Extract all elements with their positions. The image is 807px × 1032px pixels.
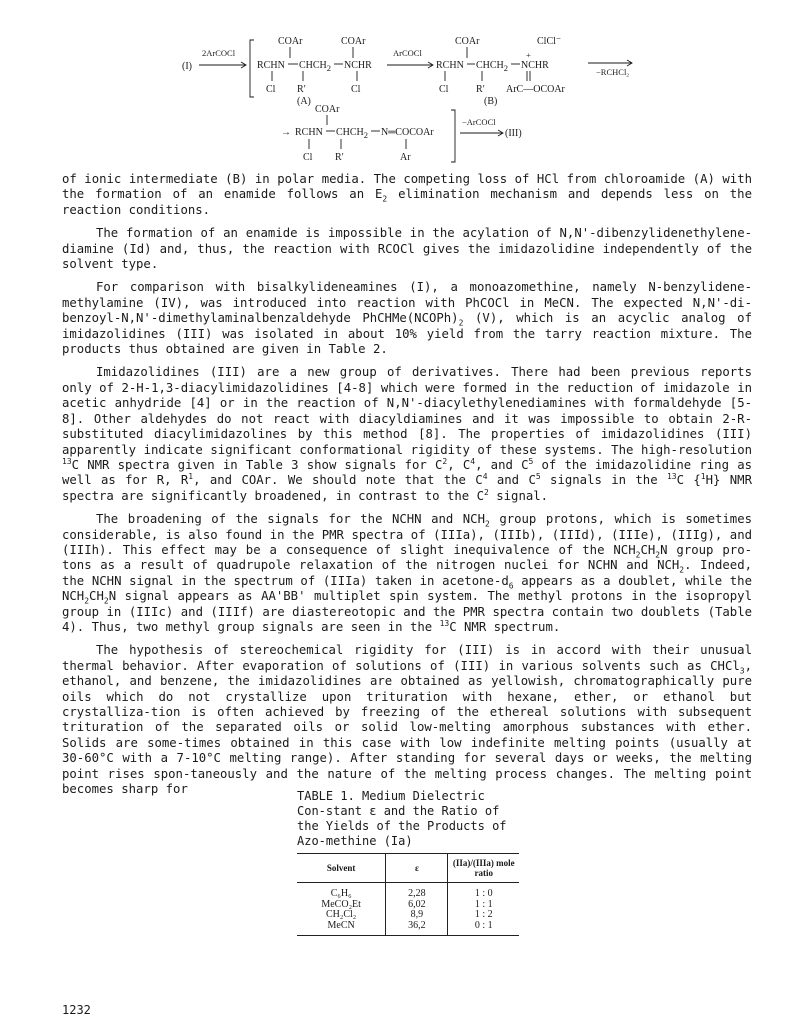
- B-nchr: NCHR: [521, 60, 549, 71]
- C-coar: COAr: [315, 104, 340, 115]
- B-clcl: ClCl⁻: [537, 36, 562, 47]
- column-header: ε: [386, 854, 448, 883]
- column-header: Solvent: [326, 863, 356, 873]
- table-cell: 0 : 1: [448, 921, 519, 936]
- table-cell: 1 : 0: [448, 883, 519, 900]
- B-cl: Cl: [439, 84, 449, 95]
- table-cell: 1 : 2: [448, 910, 519, 921]
- A-cl-2: Cl: [351, 84, 361, 95]
- table-cell: 36,2: [386, 921, 448, 936]
- table-row: [297, 910, 519, 921]
- compound-I-label: (I): [182, 61, 192, 72]
- C-rprime: R′: [335, 152, 344, 163]
- C-cl: Cl: [303, 152, 313, 163]
- table-cell: C₆H₆: [330, 888, 352, 899]
- table-caption: TABLE 1. Medium Dielectric Con-stant ε and the Ratio of the Yields of the Products of Azo-methine (Ia): [297, 789, 507, 848]
- byproduct-RCHCl2: −RCHCl₂: [596, 67, 630, 77]
- C-arrow-in: →: [281, 127, 291, 138]
- table-row: [297, 921, 519, 936]
- paragraph: The broadening of the signals for the NCHN and $NCH_2$ group protons, which is sometimes considerable, is also found in the PMR spectra of (IIIa), (IIIb), (IIId), (IIIe), (IIIg), and (IIIh). This effect may be a consequence of slight inequivalence of the $NCH_2CH_2N$ group pro-tons as a result of quadrupole relaxation of the nitrogen nuclei for NCHN and $NCH_2$. Indeed, the NCHN signal in the spectrum of (IIIa) taken in acetone-$d_6$ appears as a doublet, while the $NCH_2CH_2N$ signal appears as AA'BB' multiplet spin system. The methyl protons in the isopropyl group in (IIIc) and (IIIf) are diastereotopic and the PMR spectra contain two doublets (Table 4). Thus, two methyl group signals are seen in the $^{13}$C NMR spectrum.: [62, 512, 752, 634]
- table-header-row: [297, 854, 519, 883]
- column-header: (IIa)/(IIIa) mole ratio: [448, 854, 519, 883]
- paragraph: The hypothesis of stereochemical rigidity for (III) is in accord with their unusual thermal behavior. After evaporation of solutions of (III) in various solvents such as CHCl$_3$, ethanol, and benzene, the imidazolidines are obtained as yellowish, chromatographically pure oils which do not crystallize upon trituration with hexane, ether, or ethanol but crystalliza-tion is often achieved by freezing of the ethereal solutions with subsequent trituration of the separated oils or solid low-melting amorphous substances with ether. Solids are some-times obtained in this case with low indefinite melting points (usually at 30-60°C with a 7-10°C melting range). After standing for several days or weeks, the melting point rises spon-taneously and the nature of the melting process changes. The melting point becomes sharp for: [62, 643, 752, 797]
- C-rchn: RCHN: [295, 127, 323, 138]
- C-n-cocoar: N═COCOAr: [381, 127, 434, 138]
- table-cell: 2,28: [386, 883, 448, 900]
- A-rchn: RCHN: [257, 60, 285, 71]
- data-table: [297, 853, 519, 936]
- product-III-label: (III): [505, 128, 522, 139]
- table-row: [297, 883, 519, 900]
- B-rchn: RCHN: [436, 60, 464, 71]
- table-cell: 8,9: [386, 910, 448, 921]
- B-rprime: R′: [476, 84, 485, 95]
- table-1: [297, 789, 519, 936]
- A-rprime: R′: [297, 84, 306, 95]
- reaction-scheme: [0, 0, 807, 170]
- paragraph: Imidazolidines (III) are a new group of derivatives. There had been previous reports only of 2-H-1,3-diacylimidazolidines [4-8] which were formed in the reduction of imidazole in acetic anhydride [4] or in the reaction of N,N'-diacylethylenediamines with formaldehyde [5-8]. Other aldehydes do not react with diacyldiamines and it was impossible to obtain 2-R-substituted diacylimidazolines by this method [8]. The properties of imidazolidines (III) apparently indicate significant conformational rigidity of these systems. The high-resolution $^{13}$C NMR spectra given in Table 3 show signals for $C^2$, $C^4$, and $C^5$ of the imidazolidine ring as well as for R, $R^1$, and COAr. We should note that the $C^4$ and $C^5$ signals in the $^{13}$C {$^1$H} NMR spectra are significantly broadened, in contrast to the $C^2$ signal.: [62, 365, 752, 503]
- byproduct-ArCOCl: −ArCOCl: [462, 117, 496, 127]
- intermediate-B-label: (B): [484, 96, 498, 107]
- C-ar: Ar: [400, 152, 411, 163]
- reagent-ArCOCl: ArCOCl: [393, 48, 422, 58]
- B-coar: COAr: [455, 36, 480, 47]
- B-arc-ocoar: ArC—OCOAr: [506, 84, 565, 95]
- C-chch2: $CHCH_2$: [336, 127, 369, 140]
- table-cell: CH₂Cl₂: [325, 909, 357, 920]
- reagent-2ArCOCl: 2ArCOCl: [202, 48, 236, 58]
- table-cell: 1 : 1: [448, 900, 519, 911]
- B-chch2: $CHCH_2$: [476, 60, 509, 73]
- paragraph: The formation of an enamide is impossible in the acylation of N,N'-dibenzylidenethylene-diamine (Id) and, thus, the reaction with RCOCl gives the imidazolidine independently of the solvent type.: [62, 226, 752, 272]
- bracket-left: [250, 40, 254, 97]
- page-number: 1232: [62, 1003, 91, 1017]
- paragraph: of ionic intermediate (B) in polar media. The competing loss of HCl from chloroamide (A) with the formation of an enamide follows an $E_2$ elimination mechanism and depends less on the reaction conditions.: [62, 172, 752, 217]
- paragraph: For comparison with bisalkylideneamines (I), a monoazomethine, namely N-benzylidene-methylamine (IV), was introduced into reaction with PhCOCl in MeCN. The expected N,N'-di-benzoyl-N,N'-dimethylaminalbenzaldehyde $PhCHMe(NCOPh)_2$ (V), which is an acyclic analog of imidazolidines (III) was isolated in about 10% yield from the tarry reaction mixture. The products thus obtained are given in Table 2.: [62, 280, 752, 357]
- table-cell: MeCN: [327, 919, 355, 931]
- A-coar-right: COAr: [341, 36, 366, 47]
- table-cell: 6,02: [386, 900, 448, 911]
- A-coar-left: COAr: [278, 36, 303, 47]
- article-body: [62, 172, 752, 805]
- A-nchr: NCHR: [344, 60, 372, 71]
- A-chch2: $CHCH_2$: [299, 60, 332, 73]
- bracket-right: [451, 110, 455, 162]
- A-cl-1: Cl: [266, 84, 276, 95]
- intermediate-A-label: (A): [297, 96, 311, 107]
- table-cell: MeCO₂Et: [321, 898, 361, 910]
- B-plus: +: [526, 50, 531, 60]
